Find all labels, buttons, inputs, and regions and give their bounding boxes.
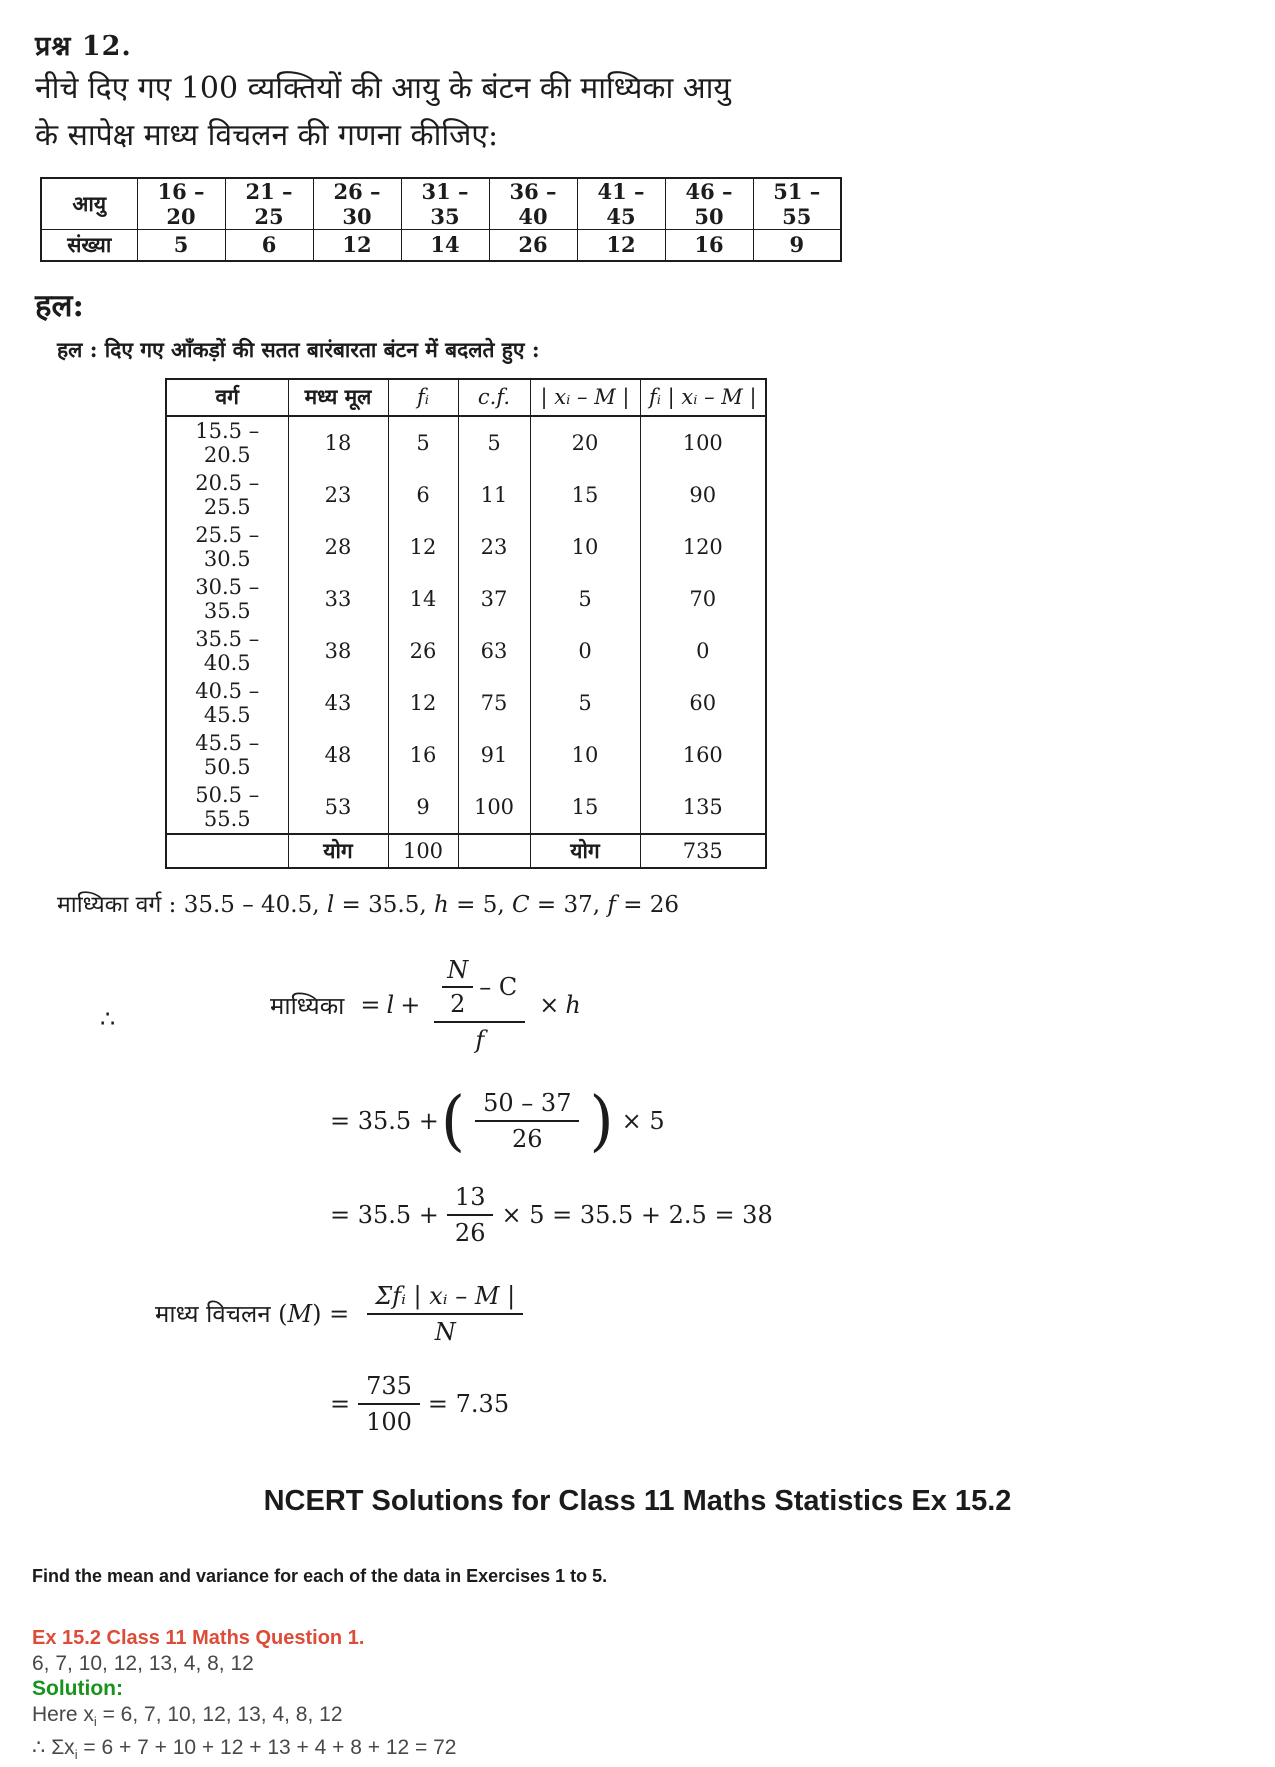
step3-fraction: $\frac{13}{26}$ <box>447 1183 494 1247</box>
count-cell: 14 <box>401 230 489 261</box>
median-formula-label: माध्यिका <box>270 991 345 1020</box>
equals-sign: = <box>360 991 381 1019</box>
calc-cell: 12 <box>388 677 458 729</box>
calc-cell: 60 <box>640 677 766 729</box>
question-text-line2: के सापेक्ष माध्य विचलन की गणना कीजिए: <box>35 118 499 153</box>
var-c: C <box>511 891 530 918</box>
article-section <box>0 1485 1275 1767</box>
count-cell: 5 <box>137 230 225 261</box>
calc-cell: 25.5 – 30.5 <box>166 521 288 573</box>
calc-cell: 0 <box>530 625 640 677</box>
open-paren: ( <box>440 1082 466 1159</box>
calc-cell: 70 <box>640 573 766 625</box>
var-f-den: f <box>434 1021 525 1054</box>
step2-fraction: $\frac{50 - 37}{26}$ <box>475 1089 579 1153</box>
calc-cell: 160 <box>640 729 766 781</box>
calc-cell: 23 <box>288 469 388 521</box>
exercise-intro: Find the mean and variance for each of the data in Exercises 1 to 5. <box>32 1565 608 1586</box>
step3-prefix: = 35.5 + <box>330 1200 439 1229</box>
var-l-term: l <box>386 991 395 1019</box>
calc-cell: 43 <box>288 677 388 729</box>
calc-cell: 75 <box>458 677 530 729</box>
frequency-table <box>40 177 842 262</box>
calc-cell: 15.5 – 20.5 <box>166 416 288 469</box>
total-cell <box>458 834 530 868</box>
calc-cell: 37 <box>458 573 530 625</box>
total-cell: योग <box>288 834 388 868</box>
count-cell: 12 <box>577 230 665 261</box>
step2-prefix: = 35.5 + <box>330 1107 439 1135</box>
calc-cell: 100 <box>458 781 530 834</box>
table-row <box>166 625 766 677</box>
calc-cell: 10 <box>530 729 640 781</box>
calc-cell: 20.5 – 25.5 <box>166 469 288 521</box>
age-class-cell: 46 – 50 <box>665 178 753 230</box>
here-line: Here $x_i = 6$, 7, 10, 12, 13, 4, 8, 12 <box>32 1702 343 1729</box>
calc-table-header <box>166 379 766 416</box>
age-class-cell: 16 – 20 <box>137 178 225 230</box>
calc-cell: 100 <box>640 416 766 469</box>
calc-cell: 12 <box>388 521 458 573</box>
calc-cell: 28 <box>288 521 388 573</box>
calc-cell: 35.5 – 40.5 <box>166 625 288 677</box>
val-l: = 35.5, <box>341 891 427 918</box>
calc-cell: 63 <box>458 625 530 677</box>
calc-cell: 23 <box>458 521 530 573</box>
calc-cell: 16 <box>388 729 458 781</box>
calc-cell: 5 <box>530 573 640 625</box>
calc-cell: 11 <box>458 469 530 521</box>
age-class-cell: 21 – 25 <box>225 178 313 230</box>
step5-result: = 7.35 <box>427 1389 510 1418</box>
count-cell: 9 <box>753 230 841 261</box>
total-cell <box>166 834 288 868</box>
table-row <box>166 521 766 573</box>
solution-heading: हल: <box>35 287 84 324</box>
calc-cell: 18 <box>288 416 388 469</box>
question-text-line1: नीचे दिए गए 100 व्यक्तियों की आयु के बंटन की माध्यिका आयु <box>35 71 731 106</box>
question-1-heading: Ex 15.2 Class 11 Maths Question 1. <box>32 1626 365 1649</box>
mean-dev-fraction: $\frac{\text{Σfᵢ | xᵢ – M |}}{N}$ <box>367 1282 523 1346</box>
median-class-line <box>57 887 1245 919</box>
question-1-data: 6, 7, 10, 12, 13, 4, 8, 12 <box>32 1651 254 1675</box>
count-cell: 16 <box>665 230 753 261</box>
freq-age-label: आयु <box>41 178 137 230</box>
sum-line: ∴ $\Sigma x_i = 6 + 7 + 10 + 12 + 13 + 4 + 8 + 12 = 72$ <box>32 1735 457 1762</box>
calc-cell: 10 <box>530 521 640 573</box>
calc-cell: 135 <box>640 781 766 834</box>
article-heading: NCERT Solutions for Class 11 Maths Statistics Ex 15.2 <box>263 1484 1012 1517</box>
calc-cell: 5 <box>388 416 458 469</box>
step3-result: × 5 = 35.5 + 2.5 = 38 <box>501 1200 773 1229</box>
calc-cell: 20 <box>530 416 640 469</box>
calc-cell: 91 <box>458 729 530 781</box>
calc-cell: 15 <box>530 469 640 521</box>
calc-header-abs-dev: | xᵢ – M | <box>530 379 640 416</box>
calc-header-cf: c.f. <box>458 379 530 416</box>
calc-cell: 90 <box>640 469 766 521</box>
calc-cell: 5 <box>458 416 530 469</box>
calc-cell: 9 <box>388 781 458 834</box>
age-class-cell: 26 – 30 <box>313 178 401 230</box>
calc-cell: 53 <box>288 781 388 834</box>
val-c: = 37, <box>536 891 601 918</box>
minus-c-term: – C <box>479 973 518 1001</box>
table-row <box>166 416 766 469</box>
freq-count-row <box>41 230 841 261</box>
n-over-2-fraction <box>442 956 473 1018</box>
plus-sign: + <box>400 991 421 1019</box>
age-class-cell: 36 – 40 <box>489 178 577 230</box>
age-class-cell: 31 – 35 <box>401 178 489 230</box>
table-row <box>166 729 766 781</box>
total-cell: योग <box>530 834 640 868</box>
age-class-cell: 41 – 45 <box>577 178 665 230</box>
calc-cell: 120 <box>640 521 766 573</box>
table-row <box>166 781 766 834</box>
solution-label: Solution: <box>32 1676 123 1700</box>
median-range: 35.5 – 40.5, <box>183 891 320 918</box>
calc-cell: 5 <box>530 677 640 729</box>
var-h-term: h <box>565 991 581 1019</box>
solution-intro: हल : दिए गए आँकड़ों की सतत बारंबारता बंटन में बदलते हुए : <box>57 336 540 362</box>
median-step-2 <box>330 1084 1245 1159</box>
times-sign: × <box>539 991 560 1019</box>
calc-cell: 30.5 – 35.5 <box>166 573 288 625</box>
freq-count-label: संख्या <box>41 230 137 261</box>
calc-header-fi-abs-dev: fᵢ | xᵢ – M | <box>640 379 766 416</box>
calc-cell: 50.5 – 55.5 <box>166 781 288 834</box>
total-cell: 735 <box>640 834 766 868</box>
calc-cell: 33 <box>288 573 388 625</box>
calc-cell: 38 <box>288 625 388 677</box>
val-h: = 5, <box>456 891 505 918</box>
table-row <box>166 677 766 729</box>
calc-cell: 15 <box>530 781 640 834</box>
age-class-cell: 51 – 55 <box>753 178 841 230</box>
var-f: f <box>607 891 616 918</box>
main-fraction <box>434 956 525 1054</box>
calc-header-fi: fᵢ <box>388 379 458 416</box>
count-cell: 26 <box>489 230 577 261</box>
calc-total-row <box>166 834 766 868</box>
mean-deviation-formula <box>155 1275 1245 1353</box>
calc-header-midpoint: मध्य मूल <box>288 379 388 416</box>
val-f: = 26 <box>623 891 680 918</box>
calc-cell: 40.5 – 45.5 <box>166 677 288 729</box>
median-formula <box>100 953 1245 1058</box>
denominator-2: 2 <box>442 986 473 1018</box>
calc-cell: 48 <box>288 729 388 781</box>
var-n: N <box>447 956 469 984</box>
median-label: माध्यिका वर्ग : <box>57 891 177 918</box>
total-cell: 100 <box>388 834 458 868</box>
mean-dev-label: माध्य विचलन (M) = <box>155 1300 350 1328</box>
close-paren: ) <box>589 1082 614 1159</box>
calc-cell: 0 <box>640 625 766 677</box>
step5-equals: = <box>330 1389 351 1418</box>
calc-cell: 45.5 – 50.5 <box>166 729 288 781</box>
table-row <box>166 573 766 625</box>
question-number: प्रश्न 12. <box>35 31 132 62</box>
var-h: h <box>433 891 449 918</box>
calc-cell: 14 <box>388 573 458 625</box>
freq-age-row <box>41 178 841 230</box>
calc-table <box>165 378 767 869</box>
step5-fraction: $\frac{735}{100}$ <box>358 1372 420 1436</box>
calc-cell: 6 <box>388 469 458 521</box>
mean-deviation-result <box>330 1371 1245 1437</box>
calc-header-varg: वर्ग <box>166 379 288 416</box>
count-cell: 12 <box>313 230 401 261</box>
table-row <box>166 469 766 521</box>
count-cell: 6 <box>225 230 313 261</box>
therefore-symbol: ∴ <box>100 1004 116 1033</box>
calc-table-body <box>166 416 766 834</box>
calc-cell: 26 <box>388 625 458 677</box>
median-step-3 <box>330 1181 1245 1249</box>
step2-suffix: × 5 <box>621 1107 665 1135</box>
var-l: l <box>326 891 335 918</box>
